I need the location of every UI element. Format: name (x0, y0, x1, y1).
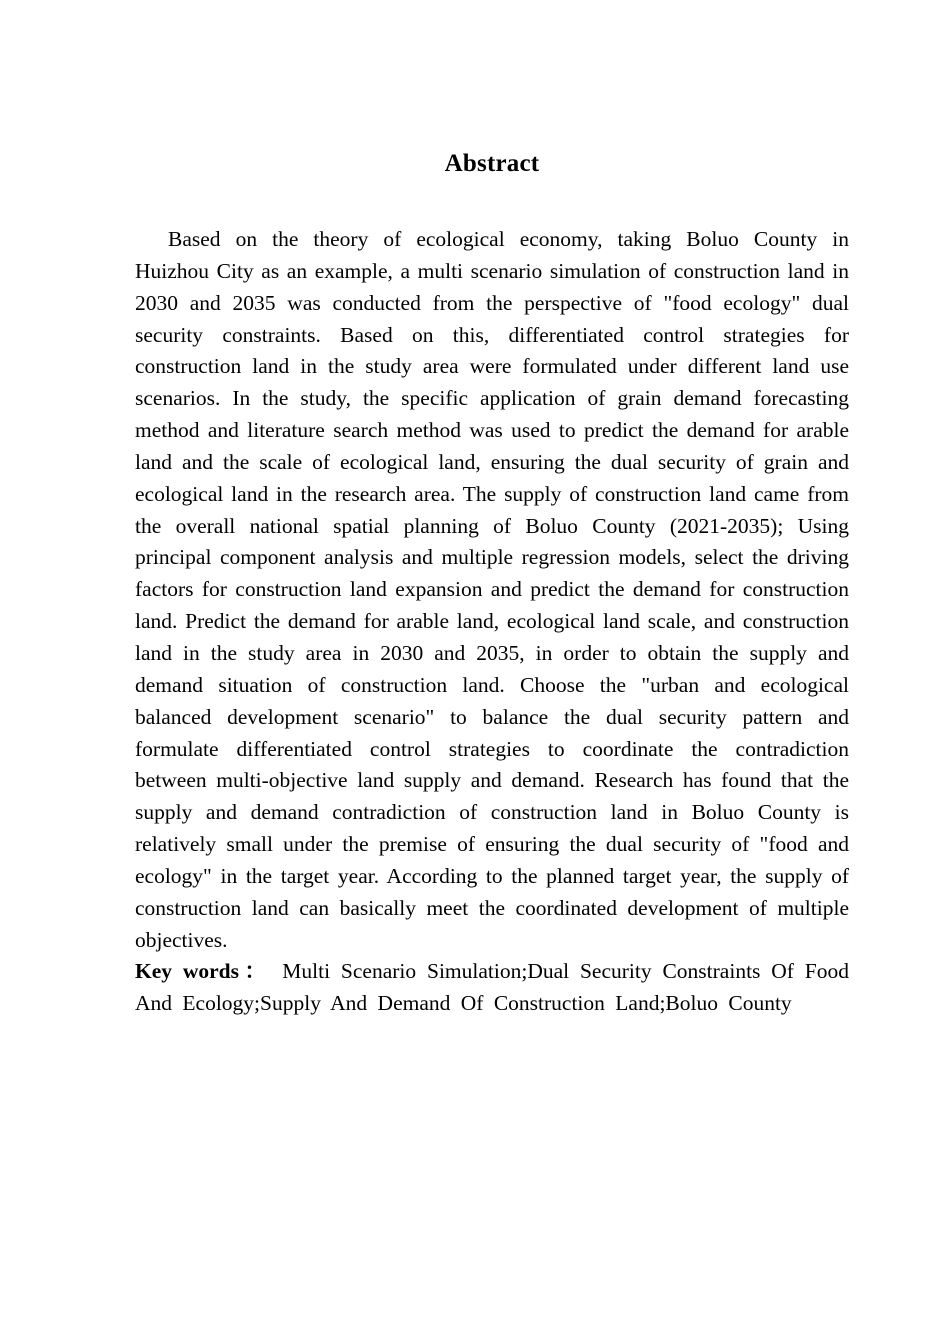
paragraph-line: land in the study area in 2030 and 2035, in order to obtain the supply and (135, 640, 849, 665)
paragraph-line: supply and demand contradiction of construction land in Boluo County is (135, 800, 849, 825)
paragraph-line: method and literature search method was used to predict the demand for arable (135, 418, 849, 443)
paragraph-line: balanced development scenario" to balance the dual security pattern and (135, 704, 849, 729)
paragraph-line: 2030 and 2035 was conducted from the perspective of "food ecology" dual (135, 290, 849, 315)
paragraph-line: principal component analysis and multiple regression models, select the driving (135, 545, 849, 570)
keywords-text: Multi Scenario Simulation;Dual Security Constraints Of Food (282, 959, 849, 984)
paragraph-line: factors for construction land expansion and predict the demand for construction (135, 577, 849, 602)
paragraph-line: relatively small under the premise of ensuring the dual security of "food and (135, 832, 849, 857)
paragraph-line: scenarios. In the study, the specific application of grain demand forecasting (135, 386, 849, 411)
paragraph-line: between multi-objective land supply and demand. Research has found that the (135, 768, 849, 793)
page-title: Abstract (444, 150, 540, 177)
abstract-paragraph (135, 224, 849, 956)
paragraph-line: the overall national spatial planning of Boluo County (2021-2035); Using (135, 513, 849, 538)
paragraph-line: construction land in the study area were formulated under different land use (135, 354, 849, 379)
paragraph-line: demand situation of construction land. Choose the "urban and ecological (135, 672, 849, 697)
paragraph-line: land and the scale of ecological land, ensuring the dual security of grain and (135, 449, 849, 474)
paragraph-line: construction land can basically meet the coordinated development of multiple (135, 895, 849, 920)
paragraph-line: security constraints. Based on this, differentiated control strategies for (135, 322, 849, 347)
keywords-line (135, 956, 849, 988)
paragraph-line: Huizhou City as an example, a multi scenario simulation of construction land in (135, 258, 849, 283)
paragraph-line: objectives. (135, 927, 228, 952)
paragraph-line: formulate differentiated control strategies to coordinate the contradiction (135, 736, 849, 761)
paragraph-line: ecology" in the target year. According to the planned target year, the supply of (135, 863, 849, 888)
paragraph-line: ecological land in the research area. The supply of construction land came from (135, 481, 849, 506)
keywords-label: Key words： (135, 959, 272, 984)
keywords-block (135, 956, 849, 1020)
keywords-line: And Ecology;Supply And Demand Of Construction Land;Boluo County (135, 991, 792, 1016)
paragraph-line: land. Predict the demand for arable land, ecological land scale, and construction (135, 609, 849, 634)
paragraph-line: Based on the theory of ecological economy, taking Boluo County in (168, 227, 849, 251)
